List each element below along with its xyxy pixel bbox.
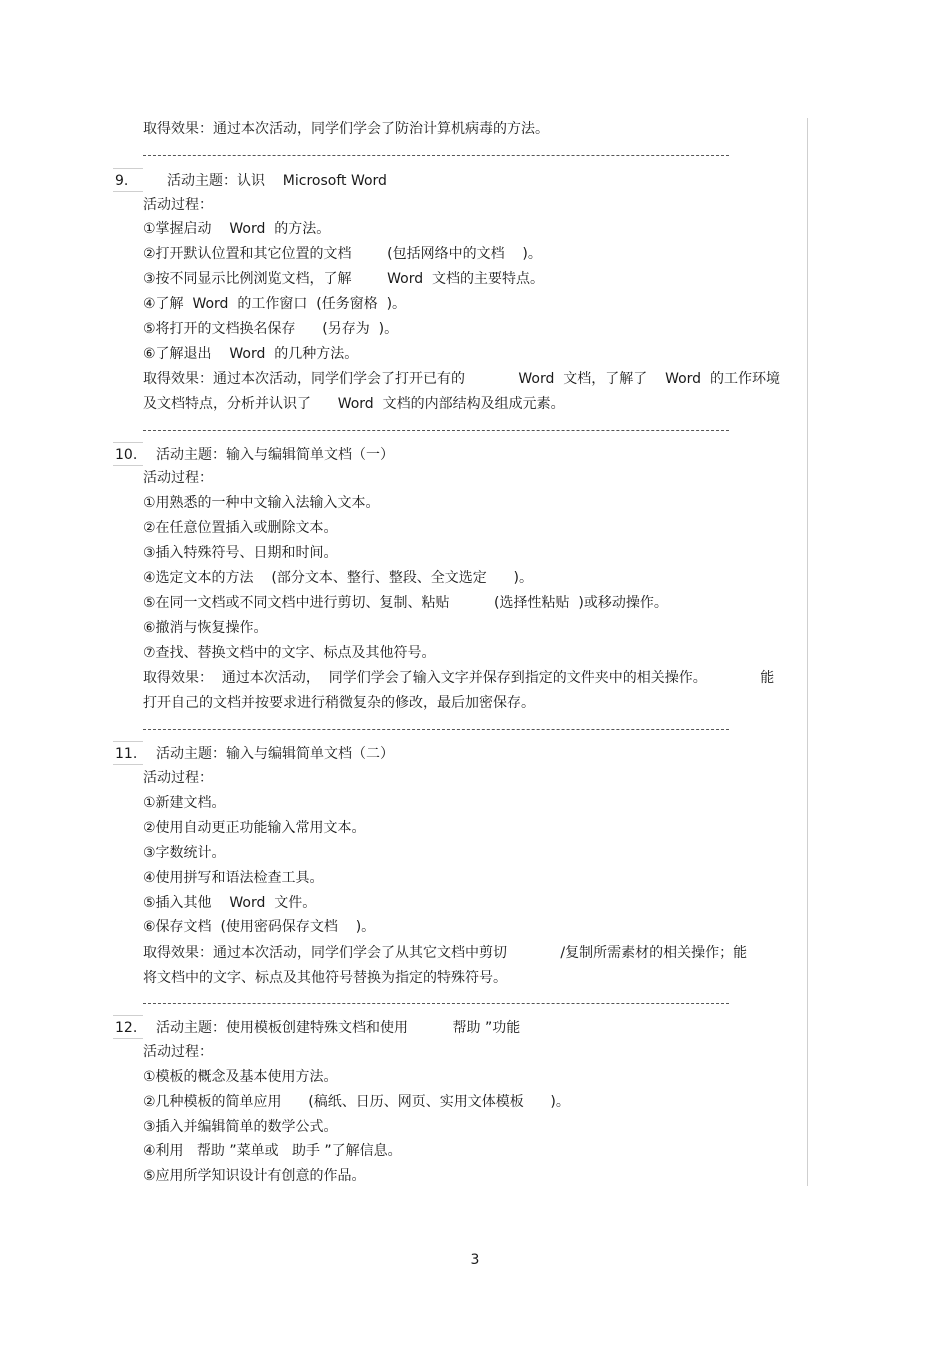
process-item: ③插入并编辑简单的数学公式。	[143, 1119, 338, 1135]
process-item: ①用熟悉的一种中文输入法输入文本。	[143, 495, 380, 511]
effect-text: 取得效果：通过本次活动，同学们学会了从其它文档中剪切 /复制所需素材的相关操作；能	[143, 945, 748, 961]
dashed-separator	[143, 729, 729, 730]
process-item: ⑥了解退出 Word 的几种方法。	[143, 346, 359, 362]
effect-text: 取得效果： 通过本次活动， 同学们学会了输入文字并保存到指定的文件夹中的相关操作。 能	[143, 670, 775, 686]
process-item: ③字数统计。	[143, 845, 226, 861]
process-item: ⑤插入其他 Word 文件。	[143, 895, 317, 911]
process-item: ②几种模板的简单应用 (稿纸、日历、网页、实用文体模板 )。	[143, 1094, 570, 1110]
process-item: ③插入特殊符号、日期和时间。	[143, 545, 338, 561]
process-item: ⑤应用所学知识设计有创意的作品。	[143, 1168, 366, 1184]
process-item: ②在任意位置插入或删除文本。	[143, 520, 338, 536]
process-item: ③按不同显示比例浏览文档，了解 Word 文档的主要特点。	[143, 271, 545, 287]
section-title: 活动主题：使用模板创建特殊文档和使用 帮助 ”功能	[156, 1020, 521, 1036]
section-title: 活动主题：输入与编辑简单文档（一）	[156, 447, 394, 463]
process-item: ①模板的概念及基本使用方法。	[143, 1069, 338, 1085]
section-title: 活动主题：输入与编辑简单文档（二）	[156, 746, 394, 762]
process-item: ⑦查找、替换文档中的文字、标点及其他符号。	[143, 645, 436, 661]
dashed-separator	[143, 430, 729, 431]
effect-text: 取得效果：通过本次活动，同学们学会了防治计算机病毒的方法。	[143, 121, 549, 137]
process-label: 活动过程：	[143, 470, 213, 486]
process-item: ⑥保存文档 (使用密码保存文档 )。	[143, 919, 376, 935]
effect-text: 取得效果：通过本次活动，同学们学会了打开已有的 Word 文档，了解了 Word 的工作环境	[143, 371, 780, 387]
section-number: 9.	[115, 173, 129, 189]
section-title: 活动主题：认识 Microsoft Word	[167, 173, 387, 189]
dashed-separator	[143, 155, 729, 156]
process-item: ②使用自动更正功能输入常用文本。	[143, 820, 366, 836]
process-label: 活动过程：	[143, 197, 213, 213]
process-item: ①新建文档。	[143, 795, 226, 811]
section-number: 12.	[115, 1020, 138, 1036]
process-item: ②打开默认位置和其它位置的文档 (包括网络中的文档 )。	[143, 246, 542, 262]
process-item: ⑤在同一文档或不同文档中进行剪切、复制、粘贴 (选择性粘贴 )或移动操作。	[143, 595, 668, 611]
process-label: 活动过程：	[143, 1044, 213, 1060]
process-item: ⑤将打开的文档换名保存 (另存为 )。	[143, 321, 399, 337]
process-label: 活动过程：	[143, 770, 213, 786]
process-item: ①掌握启动 Word 的方法。	[143, 221, 331, 237]
process-item: ④利用 帮助 ”菜单或 助手 ”了解信息。	[143, 1143, 402, 1159]
dashed-separator	[143, 1003, 729, 1004]
page-margin-line	[807, 118, 808, 1186]
page-number: 3	[470, 1252, 480, 1268]
effect-text: 打开自己的文档并按要求进行稍微复杂的修改，最后加密保存。	[143, 695, 535, 711]
section-number: 11.	[115, 746, 138, 762]
effect-text: 及文档特点，分析并认识了 Word 文档的内部结构及组成元素。	[143, 396, 565, 412]
process-item: ④选定文本的方法 (部分文本、整行、整段、全文选定 )。	[143, 570, 533, 586]
process-item: ④使用拼写和语法检查工具。	[143, 870, 324, 886]
process-item: ⑥撤消与恢复操作。	[143, 620, 268, 636]
effect-text: 将文档中的文字、标点及其他符号替换为指定的特殊符号。	[143, 970, 507, 986]
section-number: 10.	[115, 447, 138, 463]
process-item: ④了解 Word 的工作窗口 (任务窗格 )。	[143, 296, 407, 312]
